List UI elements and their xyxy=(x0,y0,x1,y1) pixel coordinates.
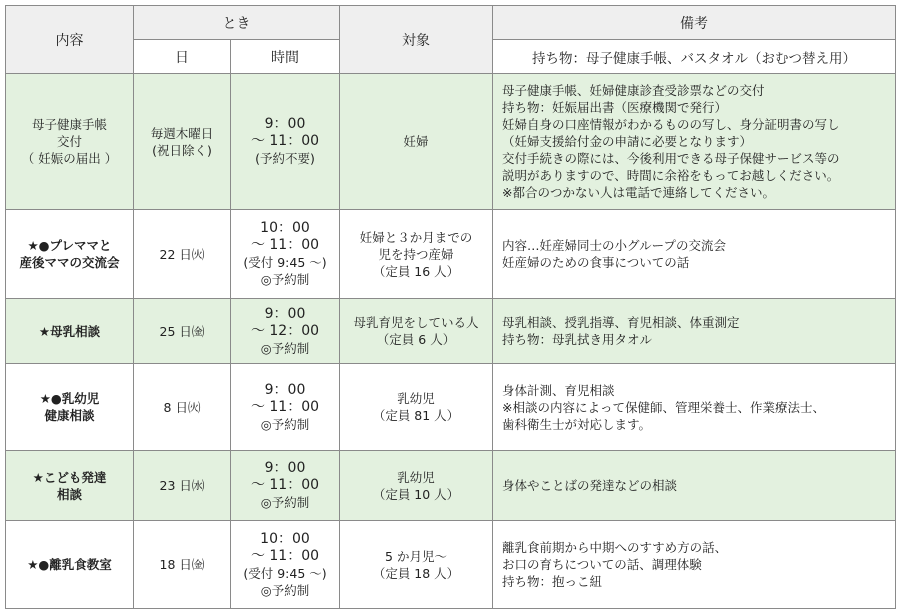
row-notes xyxy=(493,299,896,364)
row-notes-line: 歯科衛生士が対応します。 xyxy=(502,416,652,432)
row-time-line: ◎予約制 xyxy=(260,416,310,432)
table-row xyxy=(6,210,896,299)
row-name xyxy=(6,74,134,210)
row-name-line: 交付 xyxy=(56,134,82,149)
row-target xyxy=(340,521,493,609)
row-date-line: 23 日㈬ xyxy=(159,478,205,493)
row-name-line: 相談 xyxy=(56,486,82,502)
row-date xyxy=(134,299,231,364)
table-row xyxy=(6,74,896,210)
row-target xyxy=(340,451,493,521)
row-time-line: ～ 11：00 xyxy=(250,133,320,149)
row-notes-line: 持ち物：母乳拭き用タオル xyxy=(502,332,653,347)
row-notes xyxy=(493,451,896,521)
row-name-line: ★こども発達 xyxy=(32,469,107,485)
row-time-line: 10：00 xyxy=(260,530,310,547)
row-time xyxy=(231,364,340,451)
row-notes-line: 離乳食前期から中期へのすすめ方の話、 xyxy=(502,540,728,555)
row-name-line: 産後ママの交流会 xyxy=(19,255,120,270)
row-notes xyxy=(493,74,896,210)
row-time-line: ◎予約制 xyxy=(260,340,310,356)
row-name xyxy=(6,521,134,609)
row-time xyxy=(231,521,340,609)
row-notes xyxy=(493,364,896,451)
row-target xyxy=(340,364,493,451)
row-target-line: 5 か月児～ xyxy=(385,548,447,564)
row-name xyxy=(6,299,134,364)
row-date-line: (祝日除く) xyxy=(152,142,212,158)
schedule-table xyxy=(5,5,896,609)
table-row xyxy=(6,299,896,364)
row-time-line: ◎予約制 xyxy=(260,582,310,598)
row-name-line: ★母乳相談 xyxy=(38,323,101,339)
header-naiyou: 内容 xyxy=(6,6,134,74)
row-time-line: 10：00 xyxy=(260,220,310,236)
row-notes-line: ※都合のつかない人は電話で連絡してください。 xyxy=(502,185,775,200)
row-time-line: 9：00 xyxy=(264,460,306,476)
row-date-line: 18 日㈮ xyxy=(159,557,205,572)
row-target-line: （定員 16 人） xyxy=(372,263,460,279)
row-notes-line: ※相談の内容によって保健師、管理栄養士、作業療法士、 xyxy=(502,399,825,415)
row-notes-line: 説明がありますので、時間に余裕をもってお越しください。 xyxy=(502,168,840,183)
row-target-line: （定員 18 人） xyxy=(372,565,460,581)
row-time-line: 9：00 xyxy=(264,305,306,322)
row-time-line: (受付 9:45 ～) xyxy=(243,255,327,270)
row-time-line: ～ 11：00 xyxy=(250,398,320,415)
row-notes-line: 交付手続きの際には、今後利用できる母子保健サービス等の xyxy=(502,151,840,166)
row-notes-line: 母乳相談、授乳指導、育児相談、体重測定 xyxy=(502,315,740,330)
header-jikan: 時間 xyxy=(231,40,340,74)
row-target-line: （定員 6 人） xyxy=(376,332,456,347)
row-time-line: ～ 11：00 xyxy=(250,547,320,564)
row-name-line: ★●離乳食教室 xyxy=(27,557,112,572)
row-name-line: （ 妊娠の届出 ） xyxy=(21,151,118,166)
row-date xyxy=(134,364,231,451)
header-taishou: 対象 xyxy=(340,6,493,74)
row-notes-line: （妊婦支援給付金の申請に必要となります） xyxy=(502,134,753,149)
row-time xyxy=(231,451,340,521)
row-time xyxy=(231,299,340,364)
row-date xyxy=(134,451,231,521)
row-time-line: (予約不要) xyxy=(255,151,315,166)
row-notes-line: 母子健康手帳、妊婦健康診査受診票などの交付 xyxy=(502,83,765,98)
row-time-line: 9：00 xyxy=(264,381,306,398)
row-target-line: （定員 81 人） xyxy=(372,408,460,423)
row-target-line: （定員 10 人） xyxy=(372,486,460,502)
row-date xyxy=(134,74,231,210)
header-mochimono: 持ち物：母子健康手帳、バスタオル（おむつ替え用） xyxy=(493,40,896,74)
row-target xyxy=(340,74,493,210)
row-time-line: 9：00 xyxy=(264,116,306,132)
row-date-line: 毎週木曜日 xyxy=(150,125,214,141)
row-target-line: 母乳育児をしている人 xyxy=(353,315,479,330)
row-time-line: ～ 11：00 xyxy=(250,237,320,253)
row-date-line: 22 日㈫ xyxy=(159,246,205,262)
row-time-line: ◎予約制 xyxy=(260,495,310,510)
row-target-line: 児を持つ産婦 xyxy=(378,246,454,262)
row-name-line: 健康相談 xyxy=(44,408,95,423)
row-notes-line: 身体計測、育児相談 xyxy=(502,382,615,398)
row-target xyxy=(340,299,493,364)
row-time xyxy=(231,74,340,210)
row-notes-line: 妊婦自身の口座情報がわかるものの写し、身分証明書の写し xyxy=(502,117,840,132)
row-notes-line: お口の育ちについての話、調理体験 xyxy=(502,557,702,572)
row-notes-line: 身体やことばの発達などの相談 xyxy=(502,478,678,493)
row-time-line: (受付 9:45 ～) xyxy=(243,565,327,581)
header-toki: とき xyxy=(134,6,340,40)
table-row xyxy=(6,521,896,609)
row-notes-line: 持ち物：抱っこ紐 xyxy=(502,574,603,589)
row-notes-line: 内容…妊産婦同士の小グループの交流会 xyxy=(502,238,727,253)
row-target-line: 乳幼児 xyxy=(397,469,435,485)
row-target xyxy=(340,210,493,299)
row-name-line: 母子健康手帳 xyxy=(31,117,107,132)
row-date xyxy=(134,521,231,609)
row-date xyxy=(134,210,231,299)
row-name xyxy=(6,364,134,451)
row-notes xyxy=(493,210,896,299)
row-target-line: 乳幼児 xyxy=(397,391,435,406)
row-notes xyxy=(493,521,896,609)
row-date-line: 8 日㈫ xyxy=(163,399,201,415)
row-notes-line: 妊産婦のための食事についての話 xyxy=(502,255,690,270)
header-bikou: 備考 xyxy=(493,6,896,40)
table-row xyxy=(6,451,896,521)
table-row xyxy=(6,364,896,451)
row-notes-line: 持ち物：妊娠届出書（医療機関で発行） xyxy=(502,100,728,115)
header-hi: 日 xyxy=(134,40,231,74)
row-time-line: ～ 12：00 xyxy=(250,322,320,339)
row-target-line: 妊婦 xyxy=(403,134,429,149)
schedule-table-wrapper xyxy=(5,5,896,609)
row-date-line: 25 日㈮ xyxy=(159,323,205,339)
row-name-line: ★●乳幼児 xyxy=(39,391,100,406)
row-time-line: ◎予約制 xyxy=(260,272,310,287)
row-time xyxy=(231,210,340,299)
row-time-line: ～ 11：00 xyxy=(250,477,320,493)
row-name-line: ★●プレママと xyxy=(27,238,112,253)
row-target-line: 妊婦と３か月までの xyxy=(359,229,473,245)
row-name xyxy=(6,210,134,299)
row-name xyxy=(6,451,134,521)
